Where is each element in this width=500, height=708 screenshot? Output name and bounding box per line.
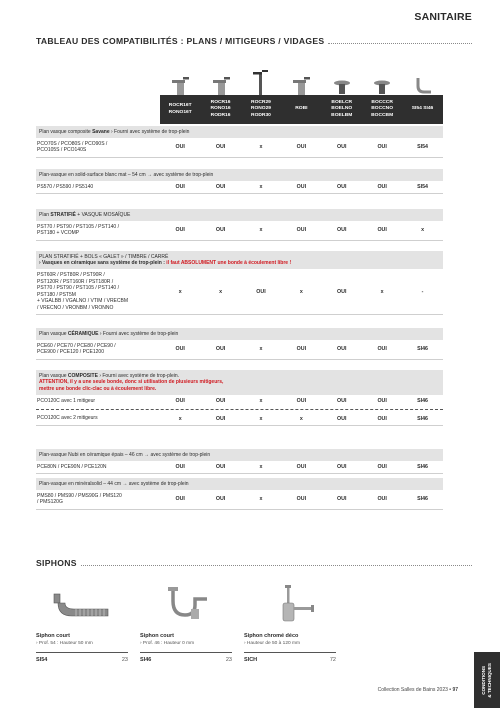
compat-cell: OUI — [296, 398, 307, 405]
compat-cell: x — [259, 144, 263, 151]
row-label: PCE60 / PCE70 / PCE80 / PCE90 / PCE900 / PCE120 / PCE1200 — [37, 342, 116, 356]
row-label: PST60R / PST80R / PST90R / PST120R / PST160R / PST180R / PST70 / PST90 / PST105 / PST140 / PST180 / PST5M + VGALBB / VGALNO / VTIM / VRECBM / VRECNO / VRONBM / VRONNO — [37, 272, 128, 311]
column-header — [362, 95, 402, 124]
group-header-text: STRATIFIÉ — [50, 211, 76, 218]
compat-cell: OUI — [377, 415, 387, 422]
group-header-text: + — [75, 211, 82, 218]
product-spec: › Prof. 54 : Hauteur 50 mm — [36, 641, 93, 646]
chrome-siphon-icon — [244, 580, 336, 630]
column-header — [402, 95, 442, 124]
column-header — [160, 95, 200, 124]
compat-cell: OUI — [175, 496, 185, 503]
product-spec: › Hauteur de 50 à 120 mm — [244, 641, 300, 646]
compat-cell: x — [259, 398, 263, 405]
product-ref: SICH — [244, 657, 258, 663]
row-label: PCO120C avec 1 mitigeur — [37, 397, 96, 404]
table-row — [36, 221, 443, 240]
compat-cell: OUI — [377, 398, 387, 405]
compat-cell: SI54 — [417, 144, 428, 151]
compat-cell: OUI — [296, 496, 307, 503]
compat-cell: OUI — [296, 144, 307, 151]
row-divider — [36, 473, 443, 474]
compat-cell: SI54 — [417, 183, 428, 190]
compat-cell: OUI — [296, 183, 307, 190]
product-icons-row — [160, 66, 443, 96]
compat-cell: OUI — [215, 183, 226, 190]
compat-cell: OUI — [175, 398, 185, 405]
compat-cell: OUI — [215, 346, 226, 353]
compat-cell: OUI — [377, 463, 387, 470]
compat-cell: OUI — [215, 496, 226, 503]
section-tag: SANITAIRE — [414, 11, 472, 23]
table-row — [36, 395, 443, 408]
compat-cell: OUI — [377, 183, 387, 190]
column-header-line: BOELBM — [331, 112, 353, 118]
row-divider — [36, 425, 443, 426]
table-group — [36, 449, 443, 474]
compat-cell: x — [421, 227, 425, 234]
group-header-text: Savane — [92, 128, 110, 135]
row-divider — [36, 240, 443, 241]
compat-cell: OUI — [377, 346, 387, 353]
compat-cell: OUI — [296, 346, 307, 353]
column-header-line: RONO16T — [168, 109, 192, 115]
row-label: PCO70S / PCO80S / PCO90S / PCO105S / PCO140S — [37, 140, 108, 154]
faucet-icon — [160, 66, 200, 96]
faucet-icon — [281, 66, 321, 96]
compat-cell: OUI — [175, 144, 185, 151]
compat-cell: x — [259, 227, 263, 234]
column-header-line: ROCR16 — [210, 100, 231, 106]
compat-cell: OUI — [175, 183, 185, 190]
table-row — [36, 269, 443, 314]
compat-cell: x — [299, 415, 303, 422]
product-price: 72 — [329, 657, 336, 663]
group-header-text: mettre une bonde clic-clac ou à écoulement libre. — [39, 385, 157, 392]
group-header-text: Plan vasque — [39, 330, 68, 337]
product-ref-line — [244, 652, 336, 663]
siphons-heading — [36, 558, 472, 568]
column-header-line: ROBI — [295, 106, 308, 112]
table-group — [36, 370, 443, 426]
faucet-icon — [200, 66, 240, 96]
group-header-text: VASQUE MOSAÏQUE — [81, 211, 131, 218]
table-row — [36, 412, 443, 425]
group-header — [36, 126, 443, 138]
column-header-line: RODR16 — [210, 112, 231, 118]
compat-cell: x — [299, 288, 303, 295]
page-footer: Collection Salles de Bains 2023 • 97 — [377, 687, 458, 693]
table-row — [36, 461, 443, 474]
product-ref-line — [36, 652, 128, 663]
drain-icon — [322, 66, 362, 96]
column-header-line: SI54 SI46 — [411, 106, 434, 112]
side-tab-label: CONDITIONS & TECHNIQUES — [481, 662, 492, 698]
column-header-line: BOCCBM — [371, 112, 394, 118]
compat-cell: x — [380, 288, 384, 295]
compat-cell: SI46 — [417, 415, 428, 422]
product-price: 23 — [225, 657, 232, 663]
siphon-icon — [402, 66, 442, 96]
product-si54 — [36, 580, 128, 663]
compat-cell: OUI — [337, 415, 347, 422]
dotted-rule — [328, 39, 472, 44]
drain-icon — [362, 66, 402, 96]
column-header — [241, 95, 281, 124]
row-label: PST70 / PST90 / PST105 / PST140 / PST180 + VCOMP — [37, 223, 119, 237]
column-header — [281, 95, 321, 124]
dotted-rule — [81, 561, 472, 566]
group-header — [36, 169, 443, 181]
row-divider — [36, 157, 443, 158]
group-header-text: › Fourni avec système de trop-plein — [109, 128, 190, 135]
group-header-text: Plan-vasque en minéralsolid – 44 cm → avec système de trop-plein — [39, 480, 189, 487]
column-header — [322, 95, 362, 124]
compat-cell: OUI — [215, 227, 226, 234]
compat-cell: OUI — [175, 463, 185, 470]
group-header-text: Plan vasque composite — [39, 128, 93, 135]
table-group — [36, 328, 443, 360]
compat-cell: x — [259, 463, 263, 470]
product-sich — [244, 580, 336, 663]
group-header — [36, 209, 443, 221]
compat-cell: OUI — [337, 346, 347, 353]
row-divider — [36, 509, 443, 510]
compat-cell: OUI — [377, 227, 387, 234]
compat-cell: OUI — [215, 144, 226, 151]
row-divider — [36, 359, 443, 360]
compat-cell: OUI — [377, 144, 387, 151]
table-row — [36, 490, 443, 509]
row-label: PCE80N / PCE90N / PCE120N — [37, 463, 107, 470]
product-ref: SI54 — [36, 657, 48, 663]
compat-cell: x — [259, 415, 263, 422]
compat-cell: OUI — [337, 463, 347, 470]
compat-cell: SI46 — [417, 346, 428, 353]
side-tab — [474, 652, 500, 708]
compat-cell: OUI — [215, 463, 226, 470]
compat-cell: SI46 — [417, 398, 428, 405]
compat-cell: SI46 — [417, 496, 428, 503]
row-label: PCO120C avec 2 mitigeurs — [37, 415, 98, 422]
product-name: Siphon court — [36, 633, 70, 639]
row-divider — [36, 314, 443, 315]
group-header-text: › Vasques en céramique sans système de trop-plein : — [39, 260, 167, 267]
group-header — [36, 328, 443, 340]
table-group — [36, 251, 443, 315]
group-header — [36, 251, 443, 269]
column-header-line: ROCR29 — [251, 100, 271, 106]
table-title: TABLEAU DES COMPATIBILITÉS : PLANS / MITIGEURS / VIDAGES — [36, 36, 325, 46]
group-header-text: Plan — [39, 211, 51, 218]
group-header — [36, 370, 443, 395]
column-header-line: ROCR16T — [168, 103, 192, 109]
compat-cell: x — [259, 346, 263, 353]
page-number: 97 — [452, 687, 458, 693]
compat-cell: OUI — [175, 346, 185, 353]
column-header-line: BOELNO — [331, 106, 353, 112]
group-header-text: ATTENTION, il y a une seule bonde, donc si utilisation de plusieurs mitigeurs, — [39, 379, 224, 386]
table-row — [36, 181, 443, 194]
compat-cell: OUI — [215, 398, 226, 405]
group-header-text: il faut ABSOLUMENT une bonde à écoulement libre ! — [166, 260, 292, 267]
compat-cell: x — [219, 288, 223, 295]
table-group — [36, 126, 443, 158]
compat-cell: OUI — [337, 144, 347, 151]
compat-cell: OUI — [337, 183, 347, 190]
compat-cell: OUI — [296, 463, 307, 470]
short-siphon-icon — [140, 580, 232, 630]
product-price: 23 — [121, 657, 128, 663]
table-heading — [36, 36, 472, 46]
compat-cell: x — [178, 415, 182, 422]
row-label: PMS80 / PMS90 / PMS90G / PMS120 / PMS120G — [37, 492, 122, 506]
column-header-bar — [160, 95, 443, 124]
group-header-text: Plan vasque — [39, 372, 68, 379]
siphons-title: SIPHONS — [36, 558, 77, 568]
compat-cell: OUI — [296, 227, 307, 234]
column-header-line: RODR30 — [251, 112, 271, 118]
group-header-text: CÉRAMIQUE — [67, 330, 99, 337]
tall-faucet-icon — [241, 66, 281, 96]
compat-cell: x — [259, 496, 263, 503]
dashed-divider — [36, 409, 443, 410]
group-header-text: COMPOSITE — [67, 372, 98, 379]
group-header — [36, 478, 443, 490]
compat-cell: OUI — [377, 496, 387, 503]
table-group — [36, 478, 443, 510]
table-row — [36, 138, 443, 157]
column-header-line: RONO29 — [250, 106, 272, 112]
table-row — [36, 340, 443, 359]
group-header-text: PLAN STRATIFIÉ + BOLS « GALET » / TIMBRE / CARRÉ — [39, 253, 169, 260]
product-ref-line — [140, 652, 232, 663]
product-spec: › Prof. 46 : Hauteur 0 mm — [140, 641, 195, 646]
product-si46 — [140, 580, 232, 663]
column-header — [200, 95, 240, 124]
group-header-text: Plan-vasque en solid-surface blanc mat – 54 cm → avec système de trop-plein — [39, 171, 214, 178]
row-label: PS570 / PS590 / PS5140 — [37, 183, 94, 190]
row-divider — [36, 193, 443, 194]
group-header — [36, 449, 443, 461]
column-header-line: BOCCNO — [371, 106, 394, 112]
table-group — [36, 169, 443, 194]
product-ref: SI46 — [140, 657, 152, 663]
compat-cell: OUI — [337, 496, 347, 503]
compat-cell: OUI — [256, 288, 266, 295]
product-name: Siphon chromé déco — [244, 633, 299, 639]
compat-cell: x — [178, 288, 182, 295]
group-header-text: Plan-vasque Nubi en céramique épais – 46 cm → avec système de trop-plein — [39, 451, 211, 458]
column-header-line: RONO16 — [210, 106, 231, 112]
compat-cell: SI46 — [417, 463, 428, 470]
table-group — [36, 209, 443, 241]
compat-cell: OUI — [337, 227, 347, 234]
compat-cell: x — [259, 183, 263, 190]
compat-cell: OUI — [215, 415, 226, 422]
product-name: Siphon court — [140, 633, 174, 639]
compat-cell: OUI — [337, 398, 347, 405]
compat-cell: OUI — [337, 288, 347, 295]
flexible-siphon-icon — [36, 580, 128, 630]
group-header-text: › Fourni avec système de trop-plein — [98, 330, 179, 337]
footer-text: Collection Salles de Bains 2023 — [377, 687, 448, 693]
compat-cell: - — [421, 288, 424, 295]
compat-cell: OUI — [175, 227, 185, 234]
column-header-line: BOELCR — [331, 100, 353, 106]
column-header-line: BOCCCR — [371, 100, 393, 106]
group-header-text: › Fourni avec système de trop-plein. — [97, 372, 180, 379]
